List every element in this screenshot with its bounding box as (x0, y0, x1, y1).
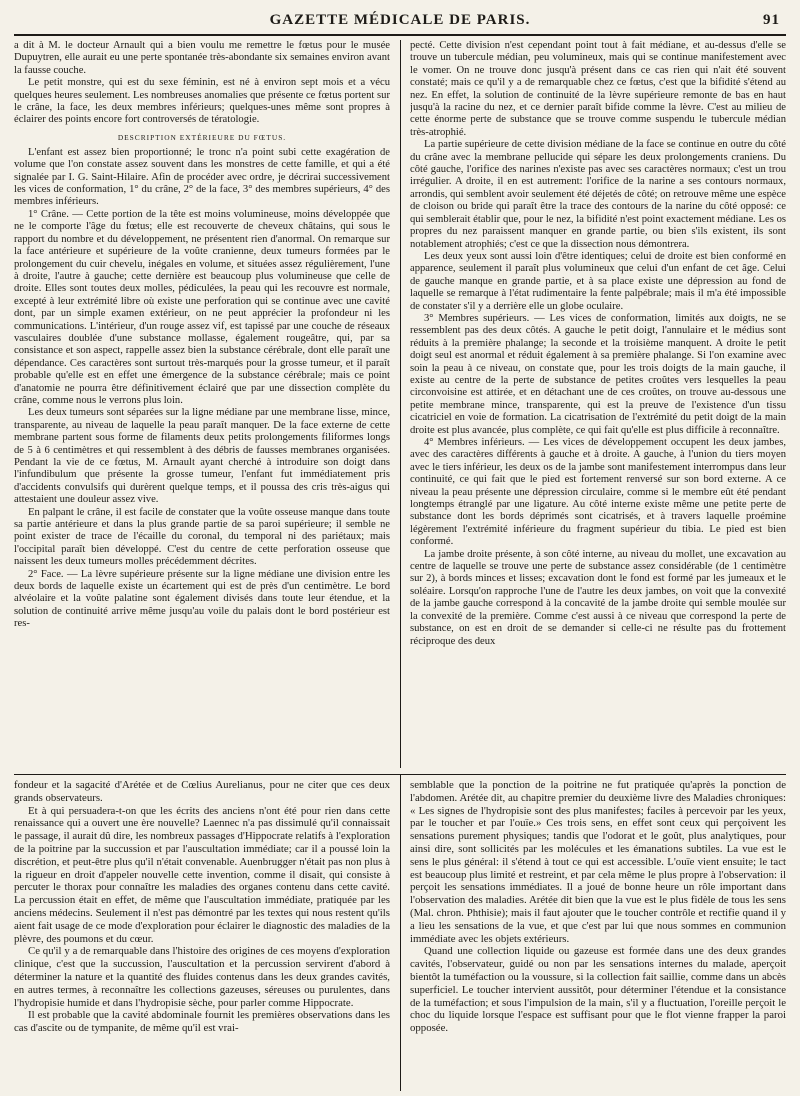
paragraph: Ce qu'il y a de remarquable dans l'histoire des origines de ces moyens d'exploration clinique, c'est que la succussion, l'auscultation et la percussion servirent d'abord à déterminer la nature et la quantité des fluides contenus dans les deux grandes cavités, en autres termes, à reconnaître les collections gazeuses, séreuses ou purulentes, dans l'hydropisie humide et dans l'hydropisie sèche, pour parler comme Hippocrate. (14, 945, 390, 1009)
article-bottom (14, 774, 786, 1091)
paragraph: L'enfant est assez bien proportionné; le tronc n'a point subi cette exagération de volume que l'on constate assez souvent dans les monstres de cette famille, et qui a été signalée par I. G. Saint-Hilaire. Afin de procéder avec ordre, je décrirai successivement les vices de conformation, 1° du crâne, 2° de la face, 3° des membres supérieurs, 4° des membres inférieurs. (14, 146, 390, 208)
article-top (14, 40, 786, 768)
paragraph: En palpant le crâne, il est facile de constater que la voûte osseuse manque dans toute sa partie antérieure et dans la plus grande partie de sa paroi supérieure; il semble ne point exister de trace de l'écaille du coronal, du temporal ni des pariétaux; mais l'occipital paraît bien développé. C'est du centre de cette perforation osseuse que naissent les deux tumeurs molles précédemment décrites. (14, 506, 390, 568)
bottom-left-column (14, 779, 390, 1091)
paragraph: Les deux yeux sont aussi loin d'être identiques; celui de droite est bien conformé en apparence, seulement il paraît plus volumineux que celui d'un enfant de cet âge. Celui de gauche manque en grande partie, et à sa place existe une dépression au fond de laquelle se remarque à l'état rudimentaire la fente palpébrale; mais il m'a été impossible de constater s'il y a derrière elle un globe oculaire. (410, 250, 786, 312)
paragraph: semblable que la ponction de la poitrine ne fut pratiquée qu'après la ponction de l'abdomen. Arétée dit, au chapitre premier du deuxième livre des Maladies chroniques: « Les signes de l'hydropisie sont des plus manifestes; faciles à percevoir par les yeux, par le toucher et par l'ouïe.» Ces trois sens, en effet sont ceux qui perçoivent les sensations purement physiques; tandis que l'odorat et le goût, plus analytiques, pour ainsi dire, sont sollicités par les molécules et les émanations subtiles. La vue est le sens le plus général: il s'étend à tout ce qui est accessible. L'ouïe vient ensuite; le tact est beaucoup plus limité et restreint, et par cela même le plus propre à l'observation: il perçoit les sensations immédiates. Il a joué de bonne heure un rôle important dans l'observation des maladies. Arétée dit bien que la vue est le plus fidèle de tous les sens (Mal. chron. Phthisie); mais il faut ajouter que le toucher contrôle et rectifie quand il y a lieu les sensations de la vue, et que c'est par lui que nous sommes en communion immédiate avec les objets extérieurs. (410, 779, 786, 945)
top-left-column (14, 40, 390, 768)
paragraph: pecté. Cette division n'est cependant point tout à fait médiane, et au-dessus d'elle se trouve un tubercule médian, peu volumineux, mais qui se continue manifestement avec le vomer. On ne trouve donc jusqu'à présent dans ce cas rien qui n'ait été souvent constaté; mais ce qu'il y a de remarquable chez ce fœtus, c'est que la bifidité s'étend au nez. En effet, la solution de continuité de la lèvre supérieure remonte de bas en haut jusqu'à la racine du nez, et ce dernier paraît bifide comme la lèvre. C'est au milieu de cette énorme perte de substance que se trouve comme suspendu le tubercule médian très-atrophié. (410, 40, 786, 138)
paragraph: 3° Membres supérieurs. — Les vices de conformation, limités aux doigts, ne se ressemblent pas des deux côtés. A gauche le petit doigt, l'annulaire et le médius sont réduits à la première phalange; la seconde et la troisième manquent. A droite le petit doigt seul est anormal et réduit également à sa première phalange. Si l'on examine avec soin la peau à ce niveau, on constate que, pour les trois doigts de la main gauche, il existe au centre de la perte de substance de petites croûtes vers lesquelles la peau circonvoisine est attirée, et en détachant une de ces croûtes, on trouve au-dessous une petite membrane mince, transparente, qui est la preuve de l'existence d'un tissu cicatriciel en voie de formation. La cicatrisation de l'extrémité du petit doigt de la main droite est plus avancée, plus complète, ce qui fait qu'elle est plus difficile à reconnaître. (410, 312, 786, 436)
paragraph: Les deux tumeurs sont séparées sur la ligne médiane par une membrane lisse, mince, transparente, au niveau de laquelle la peau paraît manquer. De la face externe de cette membrane partent sous forme de filaments deux petits prolongements filiformes longs de 5 à 6 centimètres et qui ressemblent à des débris de fausses membranes organisées. Pendant la vie de ce fœtus, M. Arnault ayant cherché à introduire son doigt dans l'infundibulum que présente la grosse tumeur, l'enfant fut immédiatement pris d'accidents convulsifs qui durèrent quelque temps, et il poussa des cris très-aigus qui attestaient une douleur assez vive. (14, 407, 390, 506)
paragraph: 1° Crâne. — Cette portion de la tête est moins volumineuse, moins développée que ne le comporte l'âge du fœtus; elle est recouverte de cheveux châtains, qui sous le rapport du nombre et du développement, ne présentent rien d'anormal. On remarque sur la face antérieure et supérieure de la voûte cranienne, deux tumeurs formées par le prolongement du cuir chevelu, inégales en volume, et situées assez régulièrement, l'une à droite, l'autre à gauche; cette dernière est beaucoup plus volumineuse que celle de droite. Elles sont toutes deux molles, pédiculées, la peau qui les recouvre est normale, excepté à leur extrémité libre où existe une perforation qui se continue avec une cavité dont, par un simple examen extérieur, on ne peut apprécier la profondeur ni les communications. L'intérieur, d'un rouge assez vif, est tapissé par une couche de réseaux vasculaires doublée d'une substance mollasse, également rougeâtre, qui, par sa consistance et son aspect, rappelle assez bien la substance cérébrale, dont elle paraît une dépendance. Ces caractères sont surtout très-marqués pour la grosse tumeur, et il paraît probable qu'elle est en effet une émergence de la substance cérébrale; mais ce point d'anatomie ne pourra être définitivement éclairé que par une dissection complète du crâne, comme nous le verrons plus loin. (14, 208, 390, 406)
newspaper-page (14, 8, 786, 1090)
page-number: 91 (763, 12, 780, 28)
paragraph: La jambe droite présente, à son côté interne, au niveau du mollet, une excavation au centre de laquelle se trouve une perte de substance assez considérable (de 1 centimètre sur 2), à bords minces et lisses; excavation dont le fond est formé par les jumeaux et le soléaire. Lorsqu'on rapproche l'une de l'autre les deux jambes, on voit que la convexité de la jambe gauche correspond à la concavité de la jambe droite qui semble moulée sur la convexité de la première. Comme c'est aussi à ce niveau que correspond la perte de substance, on est en droit de se demander si celle-ci ne résulte pas du frottement réciproque des deux (410, 548, 786, 647)
column-divider (400, 775, 401, 1091)
paragraph: Il est probable que la cavité abdominale fournit les premières observations dans les cas d'ascite ou de tympanite, de même qu'il est vrai- (14, 1009, 390, 1035)
top-right-column (410, 40, 786, 768)
page-header (14, 8, 786, 36)
paragraph: La partie supérieure de cette division médiane de la face se continue en outre du côté du crâne avec la membrane pellucide qui sépare les deux prolongements craniens. Du côté gauche, l'orifice des narines n'existe pas avec ses caractères normaux; c'est un trou irrégulier. A droite, il en est autrement: l'orifice de la narine a ses contours normaux, arrondis, qui semblent avoir seulement été déjetés de côté; on retrouve même une espèce de cloison ou bride qui paraît être la trace des contours de la narine du côté opposé: ce qui semblerait établir que, pour le nez, la bifidité n'est point exactement médiane. Les os propres du nez paraissent manquer en grande partie, ou bien s'ils existent, ils sont notablement atrophiés; c'est ce que la dissection nous démontrera. (410, 139, 786, 250)
paragraph: Le petit monstre, qui est du sexe féminin, est né à environ sept mois et a vécu quelques heures seulement. Les nombreuses anomalies que présente ce fœtus portent sur le crâne, la face, les deux membres inférieurs; quelques-unes même sont propres à éclairer des points encore fort controversés de tératologie. (14, 77, 390, 126)
paragraph: Et à qui persuadera-t-on que les écrits des anciens n'ont été pour rien dans cette renaissance qui a ouvert une ère nouvelle? Laennec n'a pas dissimulé qu'il connaissait le passage, il aurait dû dire, les nombreux passages d'Hippocrate relatifs à l'exploration de la poitrine par la succussion et par l'auscultation immédiate; car il a poussé loin la discrétion, et peut-être plus qu'il n'était convenable. Auenbrugger n'était pas non plus à la rigueur en droit d'appeler nouvelle cette invention, comme il disait, qui consiste à percuter le thorax pour connaître les maladies des organes contenu dans cette cavité. La percussion était en effet, de même que l'auscultation immédiate, pratiquée par les anciens médecins. Seulement il n'est pas démontré par les textes qui nous restent qu'ils aient fait usage de ce mode d'exploration pour éclairer le diagnostic des maladies de la plèvre, des poumons et du cœur. (14, 804, 390, 945)
journal-title: GAZETTE MÉDICALE DE PARIS. (269, 12, 531, 28)
paragraph: a dit à M. le docteur Arnault qui a bien voulu me remettre le fœtus pour le musée Dupuytren, elle aurait eu une perte spontanée très-abondante six semaines environ avant la fausse couche. (14, 40, 390, 76)
paragraph: Quand une collection liquide ou gazeuse est formée dans une des deux grandes cavités, l'observateur, guidé ou non par les sensations internes du malade, aperçoit bientôt la tuméfaction ou la voussure, si la collection fait saillie, comme dans un abcès superficiel. Le toucher intervient aussitôt, pour déterminer l'étendue et la consistance de la tuméfaction; et sous l'impulsion de la main, s'il y a fluctuation, l'oreille perçoit le choc du liquide lorsque l'espace est suffisant pour que le flot vienne frapper la paroi opposée. (410, 945, 786, 1035)
paragraph: fondeur et la sagacité d'Arétée et de Cœlius Aurelianus, pour ne citer que ces deux grands observateurs. (14, 779, 390, 804)
column-divider (400, 40, 401, 768)
section-heading: DESCRIPTION EXTÉRIEURE DU FŒTUS. (117, 132, 287, 142)
paragraph: 2° Face. — La lèvre supérieure présente sur la ligne médiane une division entre les deux bords de laquelle existe un écartement qui est de près d'un centimètre. Le bord alvéolaire et la voûte palatine sont également divisés dans toute leur étendue, et la solution de continuité arrive même jusqu'au voile du palais dont le bord postérieur est res- (14, 568, 390, 630)
paragraph: 4° Membres inférieurs. — Les vices de développement occupent les deux jambes, avec des caractères différents à gauche et à droite. A gauche, à l'union du tiers moyen avec le tiers inférieur, les deux os de la jambe sont manifestement interrompus dans leur continuité, ce qui fait que le pied est fortement renversé sur son bord externe. A ce niveau la peau présente une dépression circulaire, comme si le membre eût été pendant longtemps étranglé par une ligature. Au côté interne existe même une petite perte de substance dont les bords déprimés sont cicatrisés, et à travers laquelle proémine légèrement l'extrémité inférieure du fragment supérieur du tibia. Le pied est bien conformé. (410, 437, 786, 548)
bottom-right-column (410, 779, 786, 1091)
